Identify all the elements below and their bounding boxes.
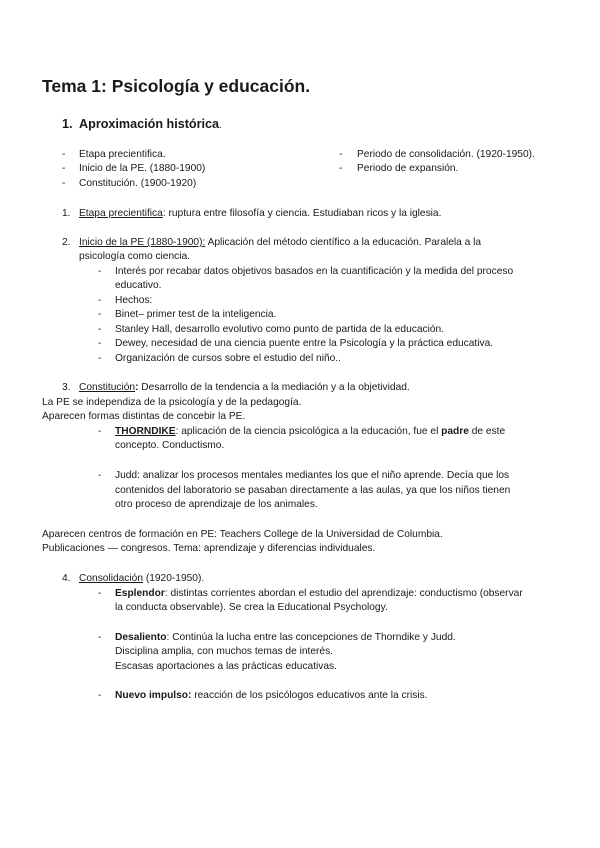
bullet-text: Disciplina amplia, con muchos temas de interés. bbox=[115, 646, 333, 657]
impulso-label: Nuevo impulso: bbox=[115, 690, 192, 701]
period-item: Periodo de consolidación. (1920-1950). bbox=[357, 149, 535, 160]
paragraph-line: Publicaciones — congresos. Tema: aprendizaje y diferencias individuales. bbox=[42, 543, 376, 554]
bullet-dash: - bbox=[98, 588, 102, 599]
item-text: Desarrollo de la tendencia a la mediación y a la objetividad. bbox=[138, 382, 410, 393]
item-number: 4. bbox=[62, 573, 71, 584]
bullet-text: Interés por recabar datos objetivos basados en la cuantificación y la medida del proceso bbox=[115, 266, 514, 277]
period-item: Inicio de la PE. (1880-1900) bbox=[79, 163, 206, 174]
bullet-dash: - bbox=[98, 470, 102, 481]
period-item: Periodo de expansión. bbox=[357, 163, 459, 174]
item-2-paragraph bbox=[79, 236, 481, 249]
bullet-text: concepto. Conductismo. bbox=[115, 440, 225, 451]
item-number: 3. bbox=[62, 382, 71, 393]
bullet-text: educativo. bbox=[115, 280, 162, 291]
bullet-text: Organización de cursos sobre el estudio del niño.. bbox=[115, 353, 341, 364]
item-text-line: psicología como ciencia. bbox=[79, 251, 190, 262]
bullet-text: Dewey, necesidad de una ciencia puente entre la Psicología y la práctica educativa. bbox=[115, 338, 494, 349]
bullet-dash: - bbox=[98, 309, 102, 320]
paragraph-line: Aparecen centros de formación en PE: Teachers College de la Universidad de Columbia. bbox=[42, 529, 443, 540]
item-number: 2. bbox=[62, 237, 71, 248]
period-item: Constitución. (1900-1920) bbox=[79, 178, 197, 189]
paragraph-line: Aparecen formas distintas de concebir la PE. bbox=[42, 411, 246, 422]
impulso-paragraph bbox=[115, 689, 428, 702]
section-dot: . bbox=[219, 120, 222, 131]
item-number: 1. bbox=[62, 208, 71, 219]
item-label: Etapa precientifica bbox=[79, 208, 163, 219]
item-text: (1920-1950). bbox=[143, 573, 205, 584]
esplendor-text: : distintas corrientes abordan el estudio del aprendizaje: conductismo (observar bbox=[164, 588, 523, 599]
bullet-text: otro proceso de aprendizaje de los animales. bbox=[115, 499, 318, 510]
section-heading bbox=[62, 117, 222, 131]
bullet-text: Judd: analizar los procesos mentales mediantes los que el niño aprende. Decía que los bbox=[115, 470, 510, 481]
bullet-dash: - bbox=[98, 324, 102, 335]
paragraph-line: La PE se independiza de la psicología y de la pedagogía. bbox=[42, 397, 302, 408]
bullet-text: Stanley Hall, desarrollo evolutivo como punto de partida de la educación. bbox=[115, 324, 445, 335]
item-label: Inicio de la PE (1880-1900): bbox=[79, 237, 206, 248]
item-text: : ruptura entre filosofía y ciencia. Estudiaban ricos y la iglesia. bbox=[162, 208, 442, 219]
bullet-dash: - bbox=[98, 353, 102, 364]
bullet-dash: - bbox=[98, 338, 102, 349]
bullet-dash: - bbox=[98, 690, 102, 701]
section-label: Aproximación histórica bbox=[79, 117, 220, 131]
section-number: 1. bbox=[62, 117, 73, 131]
bullet-dash: - bbox=[62, 149, 66, 160]
item-1-paragraph bbox=[79, 207, 441, 220]
item-label: Constitución bbox=[79, 382, 136, 393]
thorndike-bold: padre bbox=[441, 426, 469, 437]
desaliento-label: Desaliento bbox=[115, 632, 167, 643]
bullet-text: Hechos: bbox=[115, 295, 153, 306]
bullet-dash: - bbox=[98, 295, 102, 306]
bullet-text: la conducta observable). Se crea la Educational Psychology. bbox=[115, 602, 388, 613]
bullet-text: contenidos del laboratorio se pasaban directamente a las aulas, ya que los niños tienen bbox=[115, 485, 511, 496]
bullet-dash: - bbox=[98, 266, 102, 277]
thorndike-text: : aplicación de la ciencia psicológica a la educación, fue el bbox=[175, 426, 442, 437]
thorndike-text-end: de este bbox=[468, 426, 506, 437]
item-text: Aplicación del método científico a la educación. Paralela a la bbox=[205, 237, 482, 248]
bullet-dash: - bbox=[62, 178, 66, 189]
bullet-text: Escasas aportaciones a las prácticas educativas. bbox=[115, 661, 337, 672]
bullet-text: Binet– primer test de la inteligencia. bbox=[115, 309, 277, 320]
bullet-dash: - bbox=[98, 426, 102, 437]
impulso-text: reacción de los psicólogos educativos ante la crisis. bbox=[191, 690, 428, 701]
item-3-paragraph bbox=[79, 381, 410, 394]
thorndike-paragraph bbox=[115, 425, 505, 438]
item-colon: : bbox=[135, 382, 139, 393]
thorndike-name: THORNDIKE bbox=[115, 426, 176, 437]
page-title: Tema 1: Psicología y educación. bbox=[42, 76, 311, 96]
esplendor-paragraph bbox=[115, 587, 523, 600]
bullet-dash: - bbox=[98, 632, 102, 643]
item-4-paragraph bbox=[79, 572, 204, 585]
period-item: Etapa precientifica. bbox=[79, 149, 166, 160]
esplendor-label: Esplendor bbox=[115, 588, 165, 599]
desaliento-text: : Continúa la lucha entre las concepciones de Thorndike y Judd. bbox=[166, 632, 456, 643]
bullet-dash: - bbox=[339, 149, 343, 160]
desaliento-paragraph bbox=[115, 631, 456, 644]
item-label: Consolidación bbox=[79, 573, 143, 584]
bullet-dash: - bbox=[62, 163, 66, 174]
bullet-dash: - bbox=[339, 163, 343, 174]
